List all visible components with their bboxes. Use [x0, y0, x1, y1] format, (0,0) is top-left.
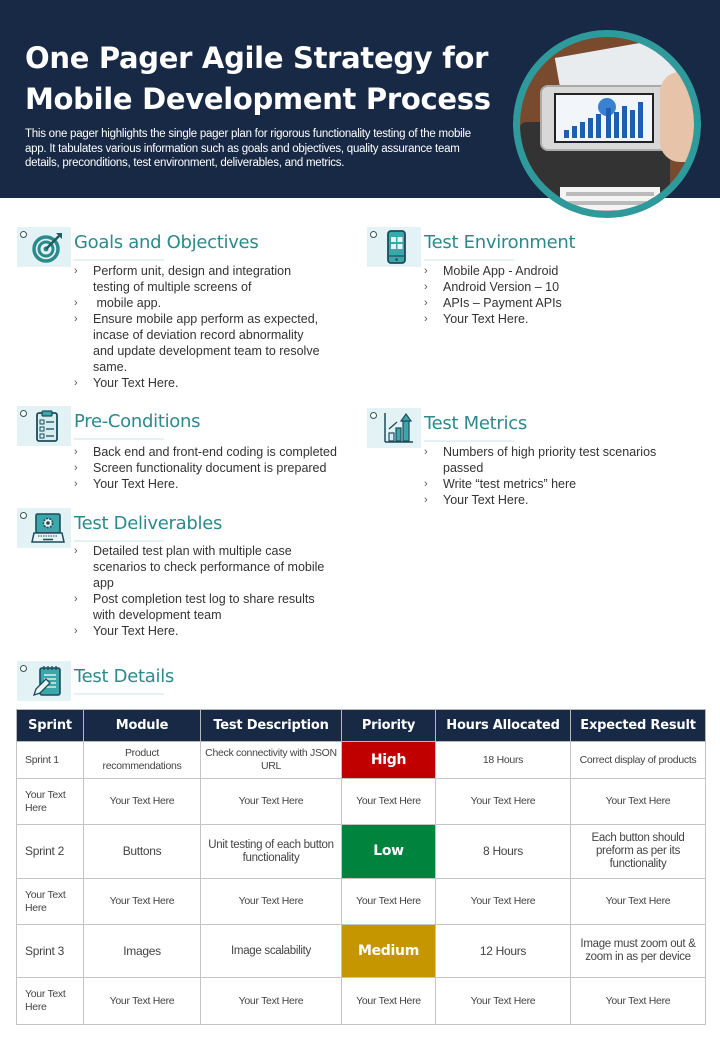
table-row: [17, 925, 706, 978]
cell-description: Image scalability: [201, 925, 342, 978]
notepad-pencil-icon: [31, 664, 65, 698]
bullet-list: [74, 543, 336, 639]
bullet-list: [74, 444, 364, 492]
list-item: › Write “test metrics” here: [424, 476, 694, 492]
cell-module: Your Text Here: [84, 978, 201, 1025]
bullet-dot-icon: [370, 412, 377, 419]
cell-result: Your Text Here: [571, 779, 706, 825]
bullet-dot-icon: [20, 410, 27, 417]
cell-sprint: Your Text Here: [17, 779, 84, 825]
section-test-environment: [367, 227, 697, 337]
cell-result: Your Text Here: [571, 978, 706, 1025]
table-row: [17, 825, 706, 879]
section-test-details: [17, 661, 317, 701]
clipboard-checklist-icon: [31, 409, 65, 443]
list-item: › Ensure mobile app perform as expected, incase of deviation record abnormality and update development team to resolve same.: [74, 311, 324, 375]
cell-priority: Your Text Here: [342, 779, 436, 825]
section-preconditions: [17, 406, 362, 496]
cell-hours: 12 Hours: [436, 925, 571, 978]
list-item: › Numbers of high priority test scenarios passed: [424, 444, 694, 476]
cell-module: Product recommendations: [84, 742, 201, 779]
priority-badge-high: High: [342, 742, 436, 779]
priority-badge-medium: Medium: [342, 925, 436, 978]
cell-priority: Your Text Here: [342, 879, 436, 925]
list-item: › Mobile App - Android: [424, 263, 684, 279]
column-header-test-description: Test Description: [201, 710, 342, 742]
cell-hours: Your Text Here: [436, 978, 571, 1025]
cell-description: Your Text Here: [201, 879, 342, 925]
cell-result: Image must zoom out & zoom in as per device: [571, 925, 706, 978]
section-test-deliverables: [17, 508, 347, 648]
bullet-list: [74, 263, 324, 391]
laptop-gear-icon: [31, 511, 65, 545]
table-row: [17, 779, 706, 825]
cell-hours: Your Text Here: [436, 779, 571, 825]
list-item: › mobile app.: [74, 295, 324, 311]
section-test-metrics: [367, 408, 697, 508]
cell-result: Correct display of products: [571, 742, 706, 779]
section-goals: [17, 227, 347, 397]
section-title: Pre-Conditions: [74, 411, 201, 432]
list-item: › Your Text Here.: [424, 311, 684, 327]
cell-priority: Your Text Here: [342, 978, 436, 1025]
section-title: Goals and Objectives: [74, 232, 259, 253]
growth-chart-icon: [381, 411, 415, 445]
cell-hours: 18 Hours: [436, 742, 571, 779]
table-row: [17, 879, 706, 925]
list-item: › Your Text Here.: [424, 492, 694, 508]
bullet-dot-icon: [20, 665, 27, 672]
bullet-dot-icon: [370, 231, 377, 238]
cell-description: Check connectivity with JSON URL: [201, 742, 342, 779]
table-row: [17, 978, 706, 1025]
cell-description: Your Text Here: [201, 978, 342, 1025]
bullet-dot-icon: [20, 512, 27, 519]
priority-badge-low: Low: [342, 825, 436, 879]
cell-sprint: Sprint 3: [17, 925, 84, 978]
bullet-list: [424, 444, 694, 508]
cell-module: Your Text Here: [84, 779, 201, 825]
column-header-module: Module: [84, 710, 201, 742]
section-title: Test Details: [74, 666, 174, 687]
list-item: › APIs – Payment APIs: [424, 295, 684, 311]
cell-hours: 8 Hours: [436, 825, 571, 879]
list-item: › Back end and front-end coding is completed: [74, 444, 364, 460]
column-header-sprint: Sprint: [17, 710, 84, 742]
section-title: Test Metrics: [424, 413, 527, 434]
cell-description: Your Text Here: [201, 779, 342, 825]
cell-module: Images: [84, 925, 201, 978]
list-item: › Android Version – 10: [424, 279, 684, 295]
list-item: › Screen functionality document is prepared: [74, 460, 364, 476]
header-photo: [513, 30, 701, 218]
cell-hours: Your Text Here: [436, 879, 571, 925]
target-icon: [31, 230, 65, 264]
bullet-dot-icon: [20, 231, 27, 238]
mobile-phone-icon: [381, 230, 415, 264]
list-item: › Perform unit, design and integration testing of multiple screens of: [74, 263, 324, 295]
list-item: › Your Text Here.: [74, 375, 324, 391]
bullet-list: [424, 263, 684, 327]
cell-description: Unit testing of each button functionality: [201, 825, 342, 879]
list-item: › Your Text Here.: [74, 623, 336, 639]
section-title: Test Deliverables: [74, 513, 223, 534]
page-subtitle: This one pager highlights the single pager plan for rigorous functionality testing of the mobile app. It tabulates various information such as goals and objectives, quality assurance team details, preconditions, test environment, deliverables, and metrics.: [25, 128, 471, 169]
cell-sprint: Sprint 2: [17, 825, 84, 879]
cell-result: Each button should preform as per its functionality: [571, 825, 706, 879]
column-header-priority: Priority: [342, 710, 436, 742]
cell-module: Your Text Here: [84, 879, 201, 925]
section-title: Test Environment: [424, 232, 576, 253]
table-row: [17, 742, 706, 779]
cell-sprint: Sprint 1: [17, 742, 84, 779]
cell-sprint: Your Text Here: [17, 879, 84, 925]
cell-module: Buttons: [84, 825, 201, 879]
list-item: › Post completion test log to share results with development team: [74, 591, 336, 623]
list-item: › Detailed test plan with multiple case scenarios to check performance of mobile app: [74, 543, 336, 591]
list-item: › Your Text Here.: [74, 476, 364, 492]
page-title: One Pager Agile Strategy for Mobile Development Process: [25, 41, 491, 116]
table-header-row: [17, 710, 706, 742]
column-header-expected-result: Expected Result: [571, 710, 706, 742]
test-details-table: [16, 709, 706, 1025]
column-header-hours-allocated: Hours Allocated: [436, 710, 571, 742]
cell-sprint: Your Text Here: [17, 978, 84, 1025]
cell-result: Your Text Here: [571, 879, 706, 925]
